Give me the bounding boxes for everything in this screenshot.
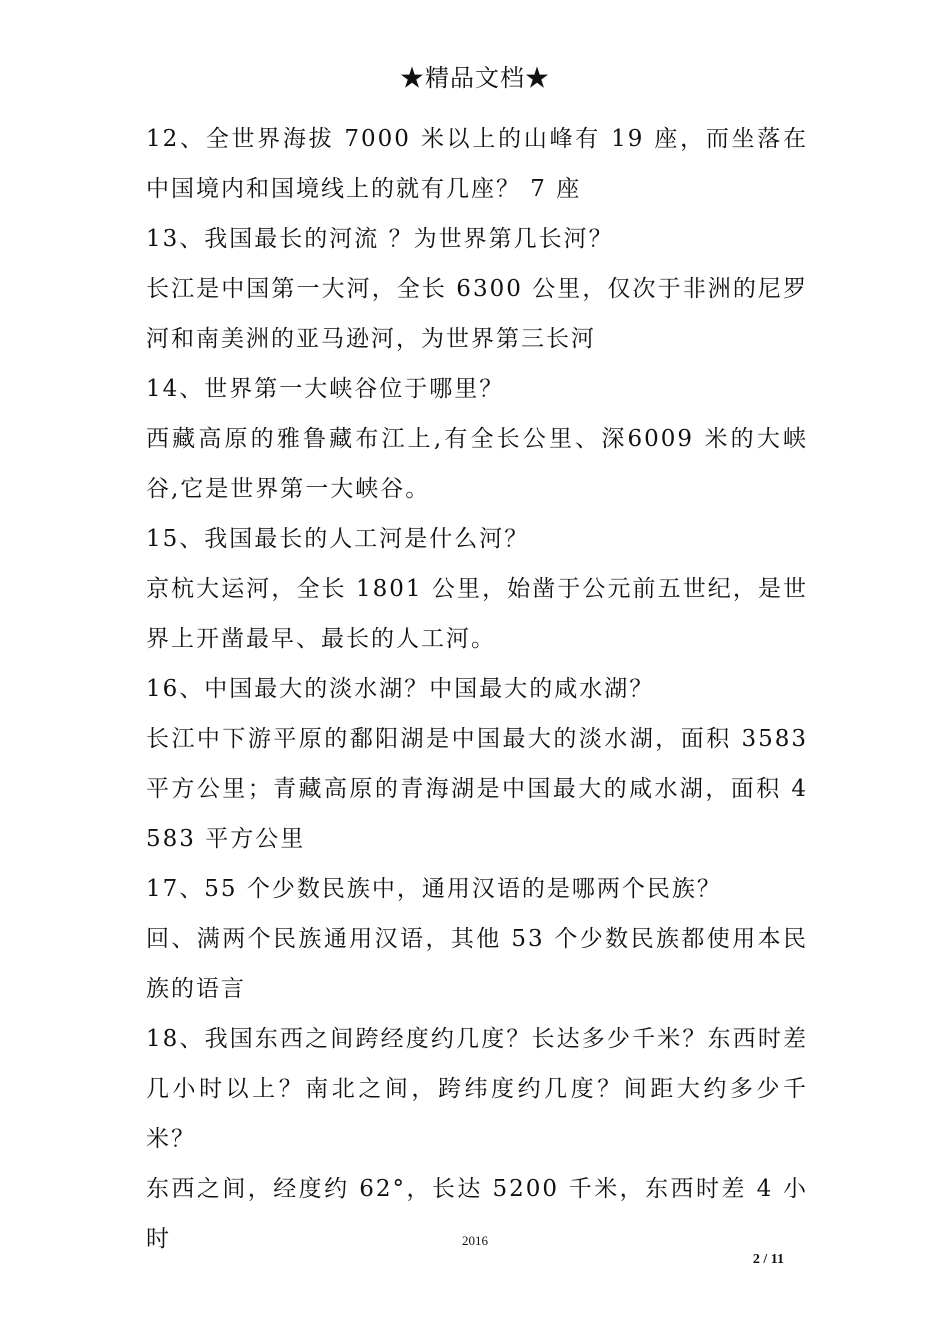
answer-17: 回、满两个民族通用汉语，其他 53 个少数民族都使用本民族的语言 bbox=[146, 926, 808, 1002]
answer-13: 长江是中国第一大河，全长 6300 公里，仅次于非洲的尼罗河和南美洲的亚马逊河，为世界第三长河 bbox=[146, 276, 808, 352]
footer-year: 2016 bbox=[462, 1233, 488, 1248]
question-17: 17、55 个少数民族中，通用汉语的是哪两个民族？ bbox=[146, 876, 722, 902]
answer-14: 西藏高原的雅鲁藏布江上,有全长公里、深6009 米的大峡谷,它是世界第一大峡谷。 bbox=[146, 426, 808, 502]
question-18: 18、我国东西之间跨经度约几度？长达多少千米？东西时差几小时以上？南北之间，跨纬度约几度？间距大约多少千米？ bbox=[146, 1026, 808, 1152]
answer-15: 京杭大运河，全长 1801 公里，始凿于公元前五世纪，是世界上开凿最早、最长的人工河。 bbox=[146, 576, 808, 652]
page-header: ★精品文档★ bbox=[400, 64, 550, 92]
answer-16: 长江中下游平原的鄱阳湖是中国最大的淡水湖，面积 3583 平方公里；青藏高原的青海湖是中国最大的咸水湖，面积 4583 平方公里 bbox=[146, 726, 808, 852]
document-body bbox=[146, 114, 808, 1264]
page-number: 2 / 11 bbox=[752, 1252, 784, 1267]
question-15: 15、我国最长的人工河是什么河？ bbox=[146, 526, 530, 552]
answer-18: 东西之间，经度约 62°，长达 5200 千米，东西时差 4 小时 bbox=[146, 1176, 808, 1252]
question-16: 16、中国最大的淡水湖？中国最大的咸水湖？ bbox=[146, 676, 655, 702]
question-14: 14、世界第一大峡谷位于哪里？ bbox=[146, 376, 505, 402]
question-12: 12、全世界海拔 7000 米以上的山峰有 19 座，而坐落在中国境内和国境线上的就有几座？ 7 座 bbox=[146, 126, 808, 202]
question-13: 13、我国最长的河流 ？为世界第几长河？ bbox=[146, 226, 614, 252]
